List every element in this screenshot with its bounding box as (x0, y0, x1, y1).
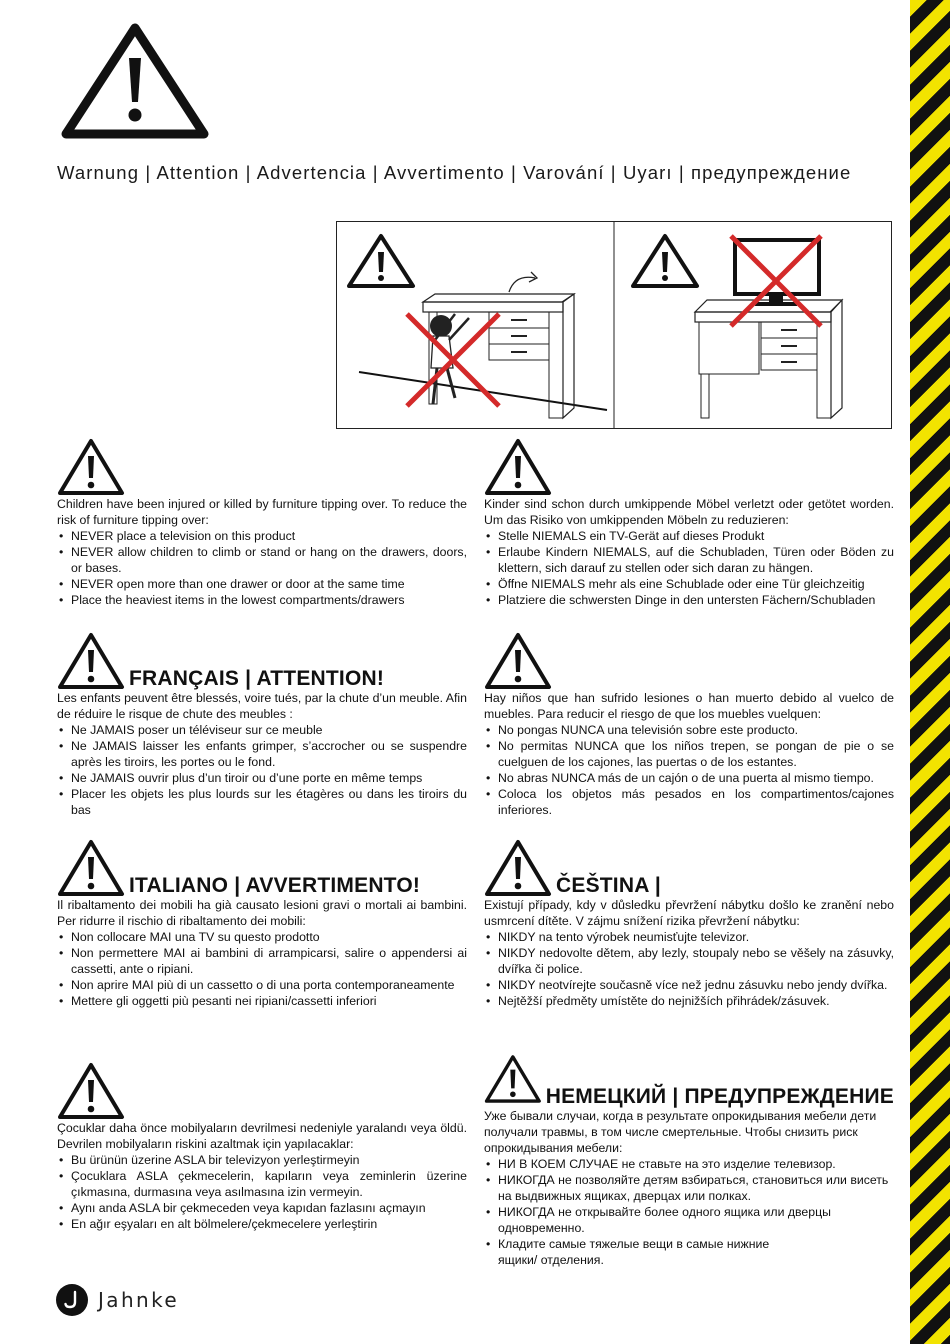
language-list: Warnung | Attention | Advertencia | Avvertimento | Varování | Uyarı | предупреждение (57, 162, 852, 183)
list-item: • НИ В КОЕМ СЛУЧАЕ не ставьте на это изделие телевизор. (484, 1156, 894, 1172)
list-item: • NEVER open more than one drawer or door at the same time (57, 576, 467, 592)
instruction-list (484, 1156, 894, 1268)
section-french (57, 630, 467, 818)
instruction-list (484, 929, 894, 1009)
warning-triangle-icon (484, 1050, 542, 1108)
list-item: • Non permettere MAI ai bambini di arrampicarsi, salire o appendersi ai cassetti, ante o ripiani. (57, 945, 467, 977)
list-item: • Erlaube Kindern NIEMALS, auf die Schubladen, Türen oder Böden zu klettern, sich darauf zu stellen oder sich daran zu hängen. (484, 544, 894, 576)
section-intro: Il ribaltamento dei mobili ha già causato lesioni gravi o mortali ai bambini. Per ridurre il rischio di ribaltamento dei mobili: (57, 898, 467, 928)
list-item: • No permitas NUNCA que los niños trepen, se pongan de pie o se cuelguen de los cajones, las puertas o de los estantes. (484, 738, 894, 770)
brand-name: Jahnke (98, 1288, 180, 1312)
child-climbing-panel (349, 236, 607, 418)
list-item: • Place the heaviest items in the lowest compartments/drawers (57, 592, 467, 608)
section-intro: Existují případy, kdy v důsledku převržení nábytku došlo ke zranění nebo usmrcení dítěte. V zájmu snížení rizika převržení nábytku: (484, 898, 894, 928)
list-item: • NEVER allow children to climb or stand or hang on the drawers, doors, or bases. (57, 544, 467, 576)
warning-triangle-icon (57, 1062, 125, 1120)
warning-triangle-icon (57, 632, 125, 690)
instruction-list (57, 929, 467, 1009)
section-intro: Çocuklar daha önce mobilyaların devrilmesi nedeniyle yaralandı veya öldü. Devrilen mobilyaların riskini azaltmak için yapılacaklar: (57, 1121, 467, 1151)
warning-triangle-icon (60, 22, 210, 140)
list-item: • En ağır eşyaları en alt bölmelere/çekmecelere yerleştirin (57, 1216, 467, 1232)
hazard-stripe (910, 0, 950, 1344)
section-heading: ITALIANO | AVVERTIMENTO! (129, 874, 421, 897)
section-spanish (484, 630, 894, 818)
list-item: • No abras NUNCA más de un cajón o de una puerta al mismo tiempo. (484, 770, 894, 786)
section-turkish (57, 1060, 467, 1232)
section-intro: Hay niños que han sufrido lesiones o han muerto debido al vuelco de muebles. Para reducir el riesgo de que los muebles vuelquen: (484, 691, 894, 721)
list-item: • Non aprire MAI più di un cassetto o di una porta contemporaneamente (57, 977, 467, 993)
list-item: • NIKDY neotvírejte současně více než jednu zásuvku nebo jendy dvířka. (484, 977, 894, 993)
instruction-list (484, 528, 894, 608)
list-item: • Ne JAMAIS poser un téléviseur sur ce meuble (57, 722, 467, 738)
instruction-list (484, 722, 894, 818)
list-item: • Nejtěžší předměty umístěte do nejnižších přihrádek/zásuvek. (484, 993, 894, 1009)
jahnke-logo-icon (56, 1284, 88, 1316)
list-item: • Bu ürünün üzerine ASLA bir televizyon yerleştirmeyin (57, 1152, 467, 1168)
brand-logo (56, 1283, 179, 1317)
list-item: • Stelle NIEMALS ein TV-Gerät auf dieses Produkt (484, 528, 894, 544)
section-intro: Kinder sind schon durch umkippende Möbel verletzt oder getötet worden. Um das Risiko von umkippenden Möbeln zu reduzieren: (484, 497, 894, 527)
tipping-illustration (336, 221, 892, 429)
list-item: • Mettere gli oggetti più pesanti nei ripiani/cassetti inferiori (57, 993, 467, 1009)
section-heading: ČEŠTINA | (556, 874, 661, 897)
list-item: • Coloca los objetos más pesados en los compartimentos/cajones inferiores. (484, 786, 894, 818)
section-intro: Les enfants peuvent être blessés, voire tués, par la chute d’un meuble. Afin de réduire le risque de chute des meubles : (57, 691, 467, 721)
list-item: • НИКОГДА не позволяйте детям взбираться, становиться или висеть на выдвижных ящиках, дверцах или полках. (484, 1172, 894, 1204)
instruction-list (57, 722, 467, 818)
list-item: • Кладите самые тяжелые вещи в самые нижние ящики/ отделения. (484, 1236, 798, 1268)
list-item: • Non collocare MAI una TV su questo prodotto (57, 929, 467, 945)
list-item: • NIKDY na tento výrobek neumisťujte televizor. (484, 929, 894, 945)
tv-on-dresser-panel (633, 236, 842, 418)
list-item: • Platziere die schwersten Dinge in den untersten Fächern/Schubladen (484, 592, 894, 608)
list-item: • Ne JAMAIS laisser les enfants grimper, s’accrocher ou se suspendre après les tiroirs, les portes ou le fond. (57, 738, 467, 770)
list-item: • NIKDY nedovolte dětem, aby lezly, stoupaly nebo se věšely na zásuvky, dvířka či police. (484, 945, 894, 977)
section-german (484, 436, 894, 608)
section-heading: НЕМЕЦКИЙ | ПРЕДУПРЕЖДЕНИЕ (545, 1085, 894, 1108)
list-item: • Aynı anda ASLA bir çekmeceden veya kapıdan fazlasını açmayın (57, 1200, 467, 1216)
warning-triangle-icon (484, 438, 552, 496)
list-item: • Öffne NIEMALS mehr als eine Schublade oder eine Tür gleichzeitig (484, 576, 894, 592)
section-czech (484, 837, 894, 1009)
section-english (57, 436, 467, 608)
list-item: • НИКОГДА не открывайте более одного ящика или дверцы одновременно. (484, 1204, 894, 1236)
list-item: • Çocuklara ASLA çekmecelerin, kapıların veya zeminlerin üzerine çıkmasına, durmasına veya asılmasına izin vermeyin. (57, 1168, 467, 1200)
list-item: • Ne JAMAIS ouvrir plus d’un tiroir ou d’une porte en même temps (57, 770, 467, 786)
section-intro: Уже бывали случаи, когда в результате опрокидывания мебели дети получали травмы, в том числе смертельные. Чтобы снизить риск опрокидывания мебели: (484, 1109, 877, 1155)
section-intro: Children have been injured or killed by furniture tipping over. To reduce the risk of furniture tipping over: (57, 497, 467, 527)
section-italian (57, 837, 467, 1009)
instruction-list (57, 1152, 467, 1232)
warning-triangle-icon (57, 438, 125, 496)
instruction-list (57, 528, 467, 608)
warning-triangle-icon (57, 839, 125, 897)
list-item: • Placer les objets les plus lourds sur les étagères ou dans les tiroirs du bas (57, 786, 467, 818)
section-heading: FRANÇAIS | ATTENTION! (129, 667, 385, 690)
warning-triangle-icon (484, 839, 552, 897)
list-item: • No pongas NUNCA una televisión sobre este producto. (484, 722, 894, 738)
list-item: • NEVER place a television on this product (57, 528, 467, 544)
warning-triangle-icon (484, 632, 552, 690)
section-russian (484, 1048, 894, 1268)
